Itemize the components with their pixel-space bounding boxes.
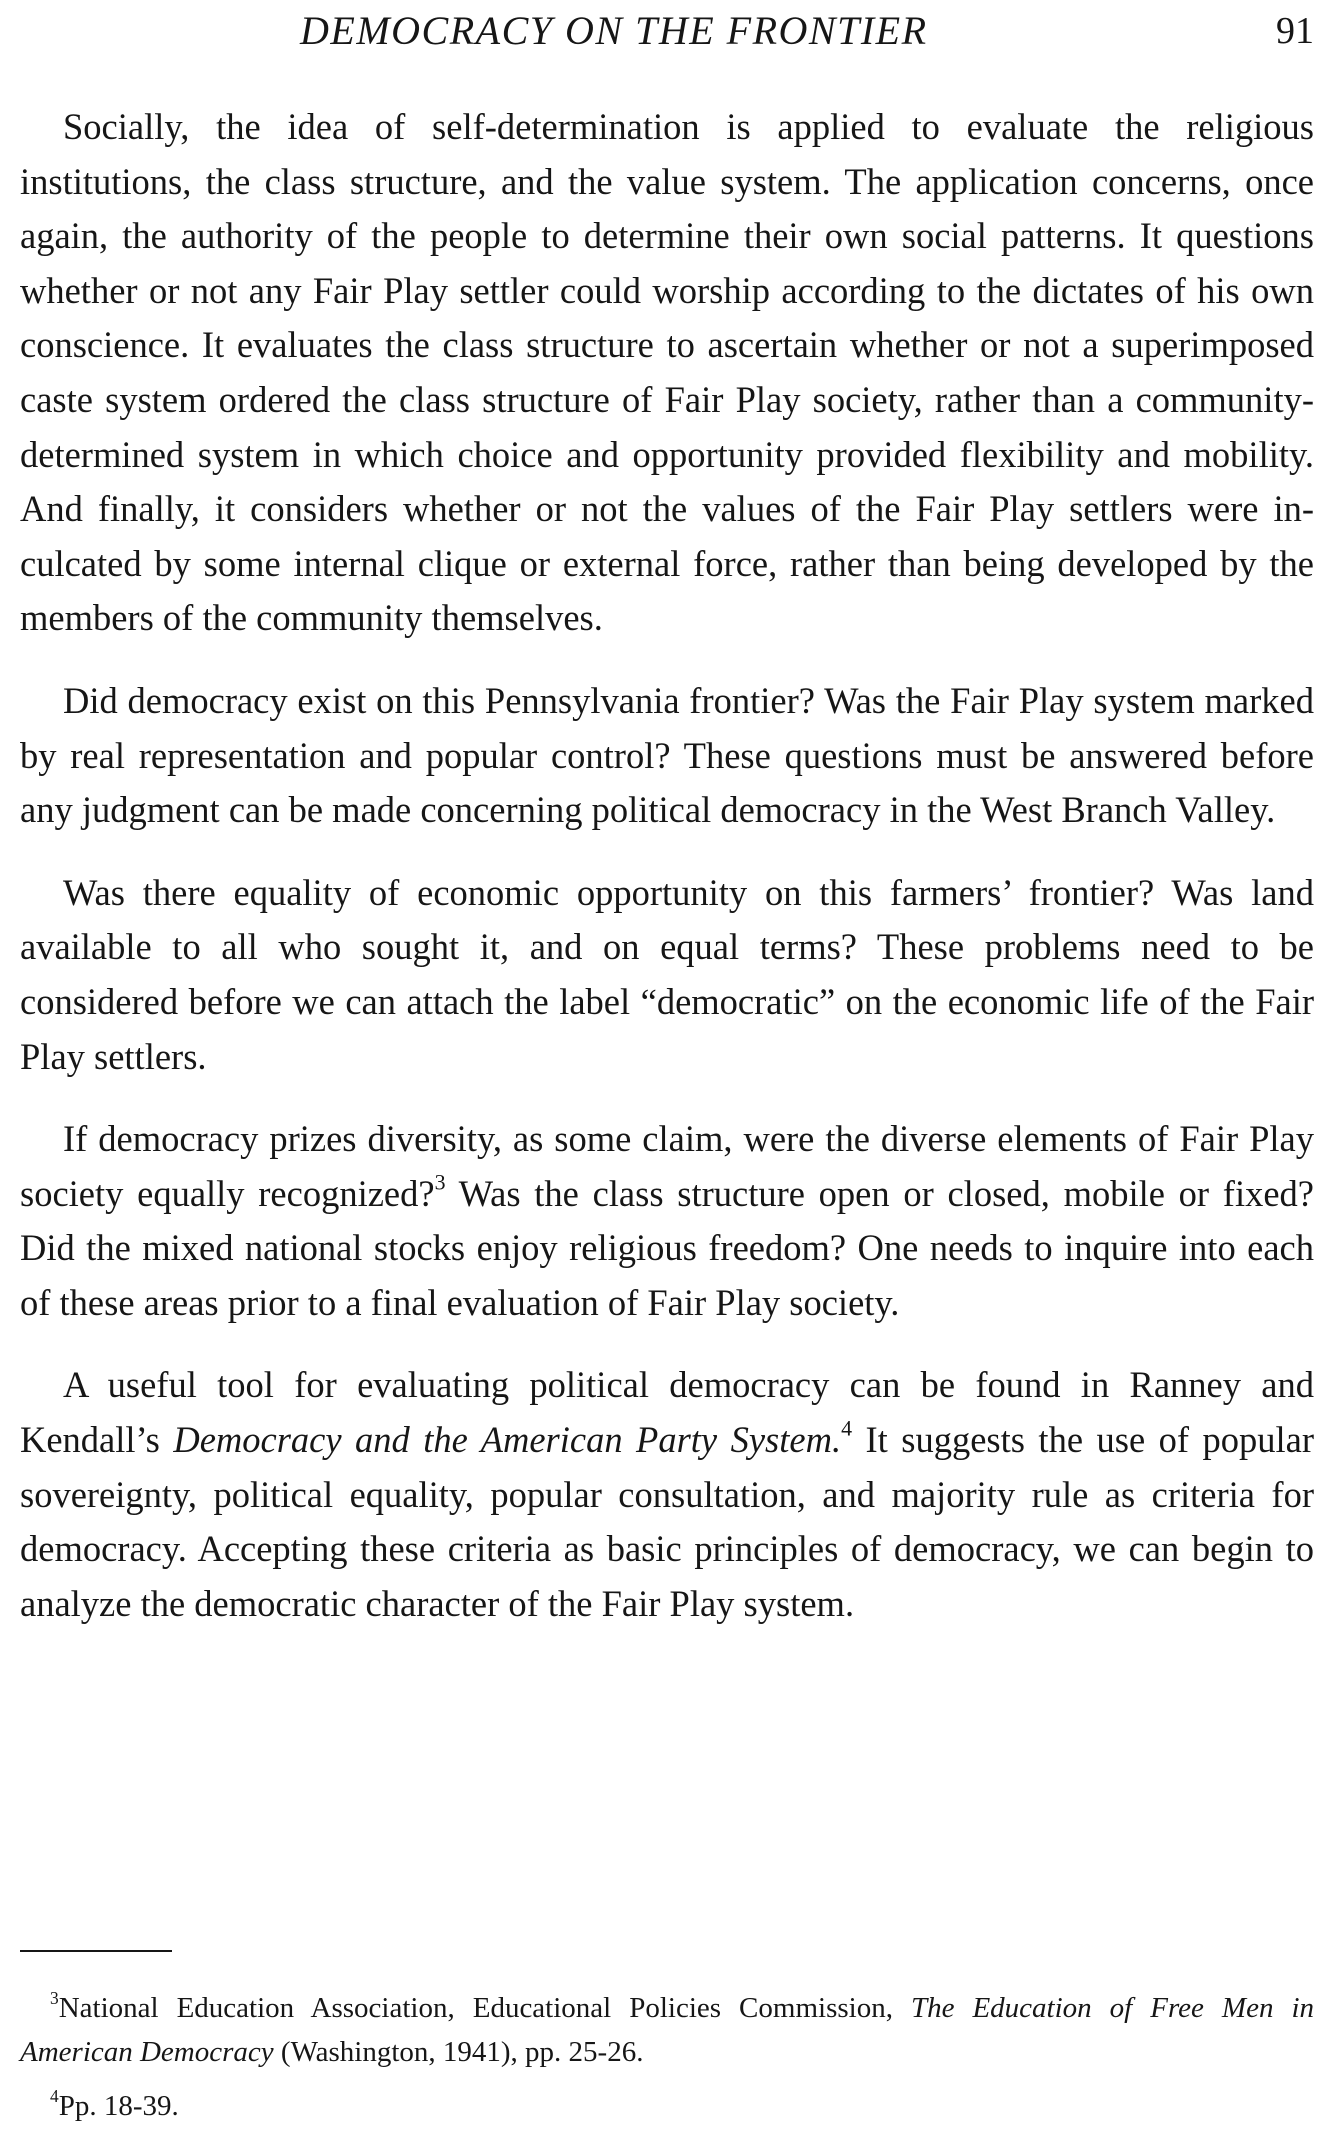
book-title: Democracy and the American Party System. (173, 1419, 842, 1461)
paragraph-text: Was there equality of economic opportunity on this farmers’ frontier? Was land available to all who sought it, and on equal terms? These problems need to be considered before we can attach the label “democratic” on the economic life of the Fair Play settlers. (20, 871, 1314, 1077)
running-head (0, 6, 1336, 56)
footnote-4 (20, 2084, 1314, 2128)
body-text (20, 100, 1314, 1631)
footnote-divider (20, 1950, 172, 1952)
footnote-text: (Washington, 1941), pp. 25-26. (273, 2036, 644, 2068)
paragraph-evaluation-tool (20, 1358, 1314, 1631)
footnote-reference-3: 3 (434, 1169, 446, 1195)
paragraph-text: A useful tool for evaluating political democracy can be found in Ranney and Kendall’s (20, 1364, 1314, 1461)
paragraph-text: If democracy prizes diversity, as some claim, were the diverse elements of Fair Play society equally recognized? (20, 1118, 1314, 1214)
running-title: DEMOCRACY ON THE FRONTIER (300, 8, 928, 53)
paragraph-social-self-determination (20, 100, 1314, 646)
footnote-marker: 4 (50, 2085, 59, 2106)
paragraph-economic-opportunity (20, 866, 1314, 1084)
page-number: 91 (1276, 10, 1314, 52)
footnote-3 (20, 1986, 1314, 2074)
footnote-reference-4: 4 (841, 1415, 853, 1441)
paragraph-text: It suggests the use of popular sovereignty, political equality, popular consultation, and majority rule as criteria for democracy. Accepting these criteria as basic principles of democracy, we can begin to analyze the democratic character of the Fair Play system. (20, 1419, 1314, 1624)
footnotes (20, 1986, 1314, 2138)
footnote-text: Pp. 18-39. (58, 2090, 179, 2122)
paragraph-diversity (20, 1112, 1314, 1330)
footnote-marker: 3 (50, 1987, 59, 2008)
footnote-text: National Education Association, Educational Policies Commission, (58, 1992, 911, 2024)
paragraph-political-democracy (20, 674, 1314, 838)
paragraph-text: Was the class structure open or closed, mobile or fixed? Did the mixed national stocks enjoy religious freedom? One needs to inquire into each of these areas prior to a final evaluation of Fair Play society. (20, 1172, 1314, 1323)
paragraph-text: Socially, the idea of self-determination is applied to evaluate the religious institutions, the class structure, and the value system. The application concerns, once again, the authority of the people to determine their own social patterns. It questions whether or not any Fair Play settler could worship according to the dictates of his own conscience. It evaluates the class structure to ascertain whether or not a superimposed caste system ordered the class structure of Fair Play society, rather than a community-determined system in which choice and opportunity provided flexibility and mobility. And finally, it considers whether or not the values of the Fair Play settlers were inculcated by some internal clique or external force, rather than being developed by the members of the community themselves. (20, 106, 1314, 639)
footnote-book-title: The Education of Free Men in American Democracy (20, 1992, 1315, 2068)
paragraph-text: Did democracy exist on this Pennsylvania frontier? Was the Fair Play system marked by real representation and popular control? These questions must be answered before any judgment can be made concerning political democracy in the West Branch Valley. (20, 679, 1314, 831)
